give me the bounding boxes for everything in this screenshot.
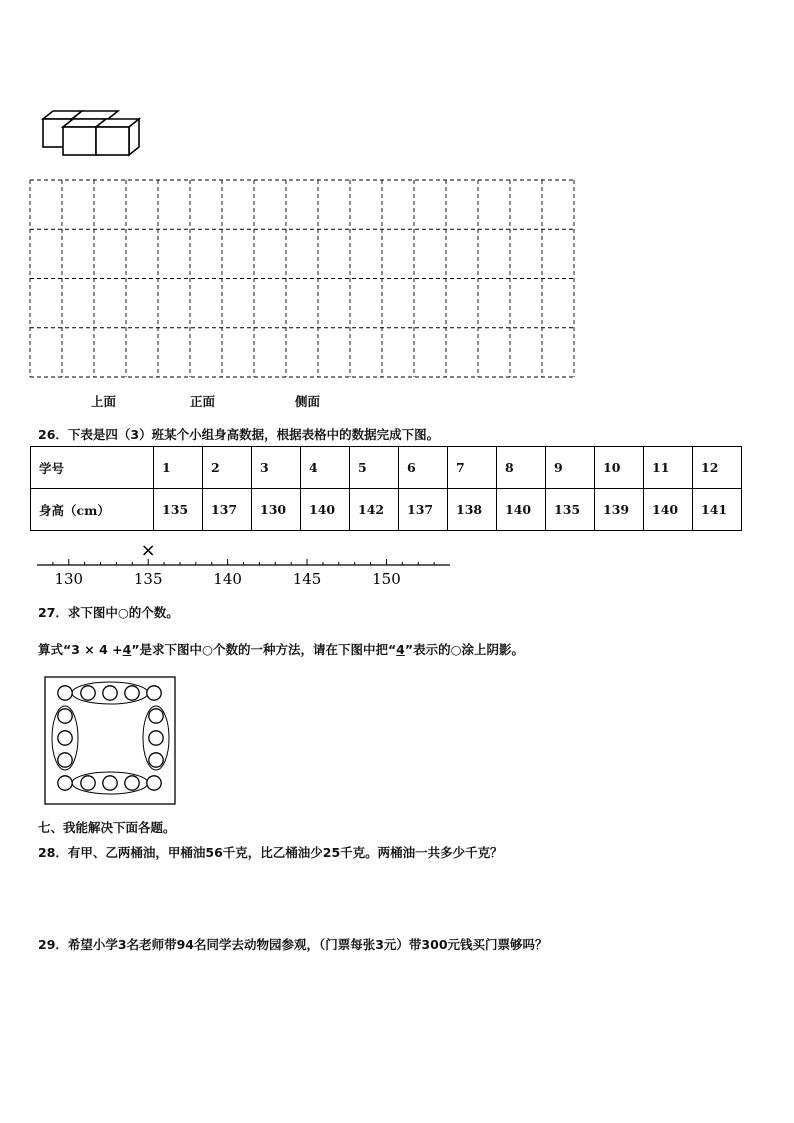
table-cell: 6 bbox=[399, 447, 448, 489]
table-cell: 141 bbox=[693, 489, 742, 531]
table-cell: 135 bbox=[546, 489, 595, 531]
top-view-label: 上面 bbox=[91, 394, 117, 409]
q28-text: 28．有甲、乙两桶油，甲桶油56千克，比乙桶油少25千克。两桶油一共多少千克？ bbox=[38, 845, 503, 860]
circles-figure bbox=[44, 676, 176, 806]
circle[interactable] bbox=[147, 686, 161, 700]
circle[interactable] bbox=[125, 686, 139, 700]
tick-label: 150 bbox=[372, 570, 401, 588]
table-cell: 3 bbox=[252, 447, 301, 489]
table-cell: 130 bbox=[252, 489, 301, 531]
formula-suffix: ”表示的○涂上阴影。 bbox=[404, 642, 524, 657]
tick-label: 135 bbox=[133, 570, 163, 588]
section7-title: 七、我能解决下面各题。 bbox=[38, 820, 176, 835]
table-cell: 140 bbox=[497, 489, 546, 531]
table-cell: 140 bbox=[301, 489, 350, 531]
circle[interactable] bbox=[81, 776, 95, 790]
q27-title: 27．求下图中○的个数。 bbox=[38, 605, 179, 620]
table-cell: 9 bbox=[546, 447, 595, 489]
q27-formula bbox=[38, 640, 524, 658]
circle[interactable] bbox=[58, 686, 72, 700]
circle[interactable] bbox=[58, 731, 72, 745]
tick-label: 140 bbox=[213, 570, 242, 588]
table-cell: 142 bbox=[350, 489, 399, 531]
tick-label: 130 bbox=[54, 570, 84, 588]
circle[interactable] bbox=[125, 776, 139, 790]
circle[interactable] bbox=[149, 731, 163, 745]
circle[interactable] bbox=[147, 776, 161, 790]
table-cell: 2 bbox=[203, 447, 252, 489]
row-header-height: 身高（cm） bbox=[31, 489, 154, 531]
dashed-grid bbox=[29, 179, 575, 378]
tick-label: 145 bbox=[292, 570, 322, 588]
table-cell: 139 bbox=[595, 489, 644, 531]
side-view-label: 侧面 bbox=[295, 394, 321, 409]
circle[interactable] bbox=[149, 709, 163, 723]
number-line bbox=[30, 536, 460, 592]
table-cell: 11 bbox=[644, 447, 693, 489]
formula-prefix: 算式“3 × 4 + bbox=[38, 642, 123, 657]
row-header-id: 学号 bbox=[31, 447, 154, 489]
table-cell: 12 bbox=[693, 447, 742, 489]
table-cell: 10 bbox=[595, 447, 644, 489]
cubes-figure bbox=[38, 108, 144, 158]
circle[interactable] bbox=[58, 709, 72, 723]
table-row bbox=[31, 489, 742, 531]
height-table bbox=[30, 446, 742, 531]
q26-text: 26．下表是四（3）班某个小组身高数据，根据表格中的数据完成下图。 bbox=[38, 427, 440, 442]
table-cell: 7 bbox=[448, 447, 497, 489]
formula-number: 4 bbox=[122, 642, 132, 657]
table-cell: 138 bbox=[448, 489, 497, 531]
data-marker: × bbox=[140, 540, 156, 561]
q29-text: 29．希望小学3名老师带94名同学去动物园参观，（门票每张3元）带300元钱买门票够吗？ bbox=[38, 937, 548, 952]
table-cell: 1 bbox=[154, 447, 203, 489]
circle[interactable] bbox=[81, 686, 95, 700]
table-cell: 135 bbox=[154, 489, 203, 531]
circle[interactable] bbox=[58, 753, 72, 767]
table-cell: 5 bbox=[350, 447, 399, 489]
circle[interactable] bbox=[103, 686, 117, 700]
formula-number-2: 4 bbox=[396, 642, 405, 657]
circle[interactable] bbox=[149, 753, 163, 767]
table-cell: 8 bbox=[497, 447, 546, 489]
table-cell: 137 bbox=[203, 489, 252, 531]
circle[interactable] bbox=[58, 776, 72, 790]
circle[interactable] bbox=[103, 776, 117, 790]
formula-middle: ”是求下图中○个数的一种方法，请在下图中把“ bbox=[131, 642, 397, 657]
table-cell: 4 bbox=[301, 447, 350, 489]
table-cell: 140 bbox=[644, 489, 693, 531]
table-cell: 137 bbox=[399, 489, 448, 531]
table-row bbox=[31, 447, 742, 489]
front-view-label: 正面 bbox=[190, 394, 216, 409]
